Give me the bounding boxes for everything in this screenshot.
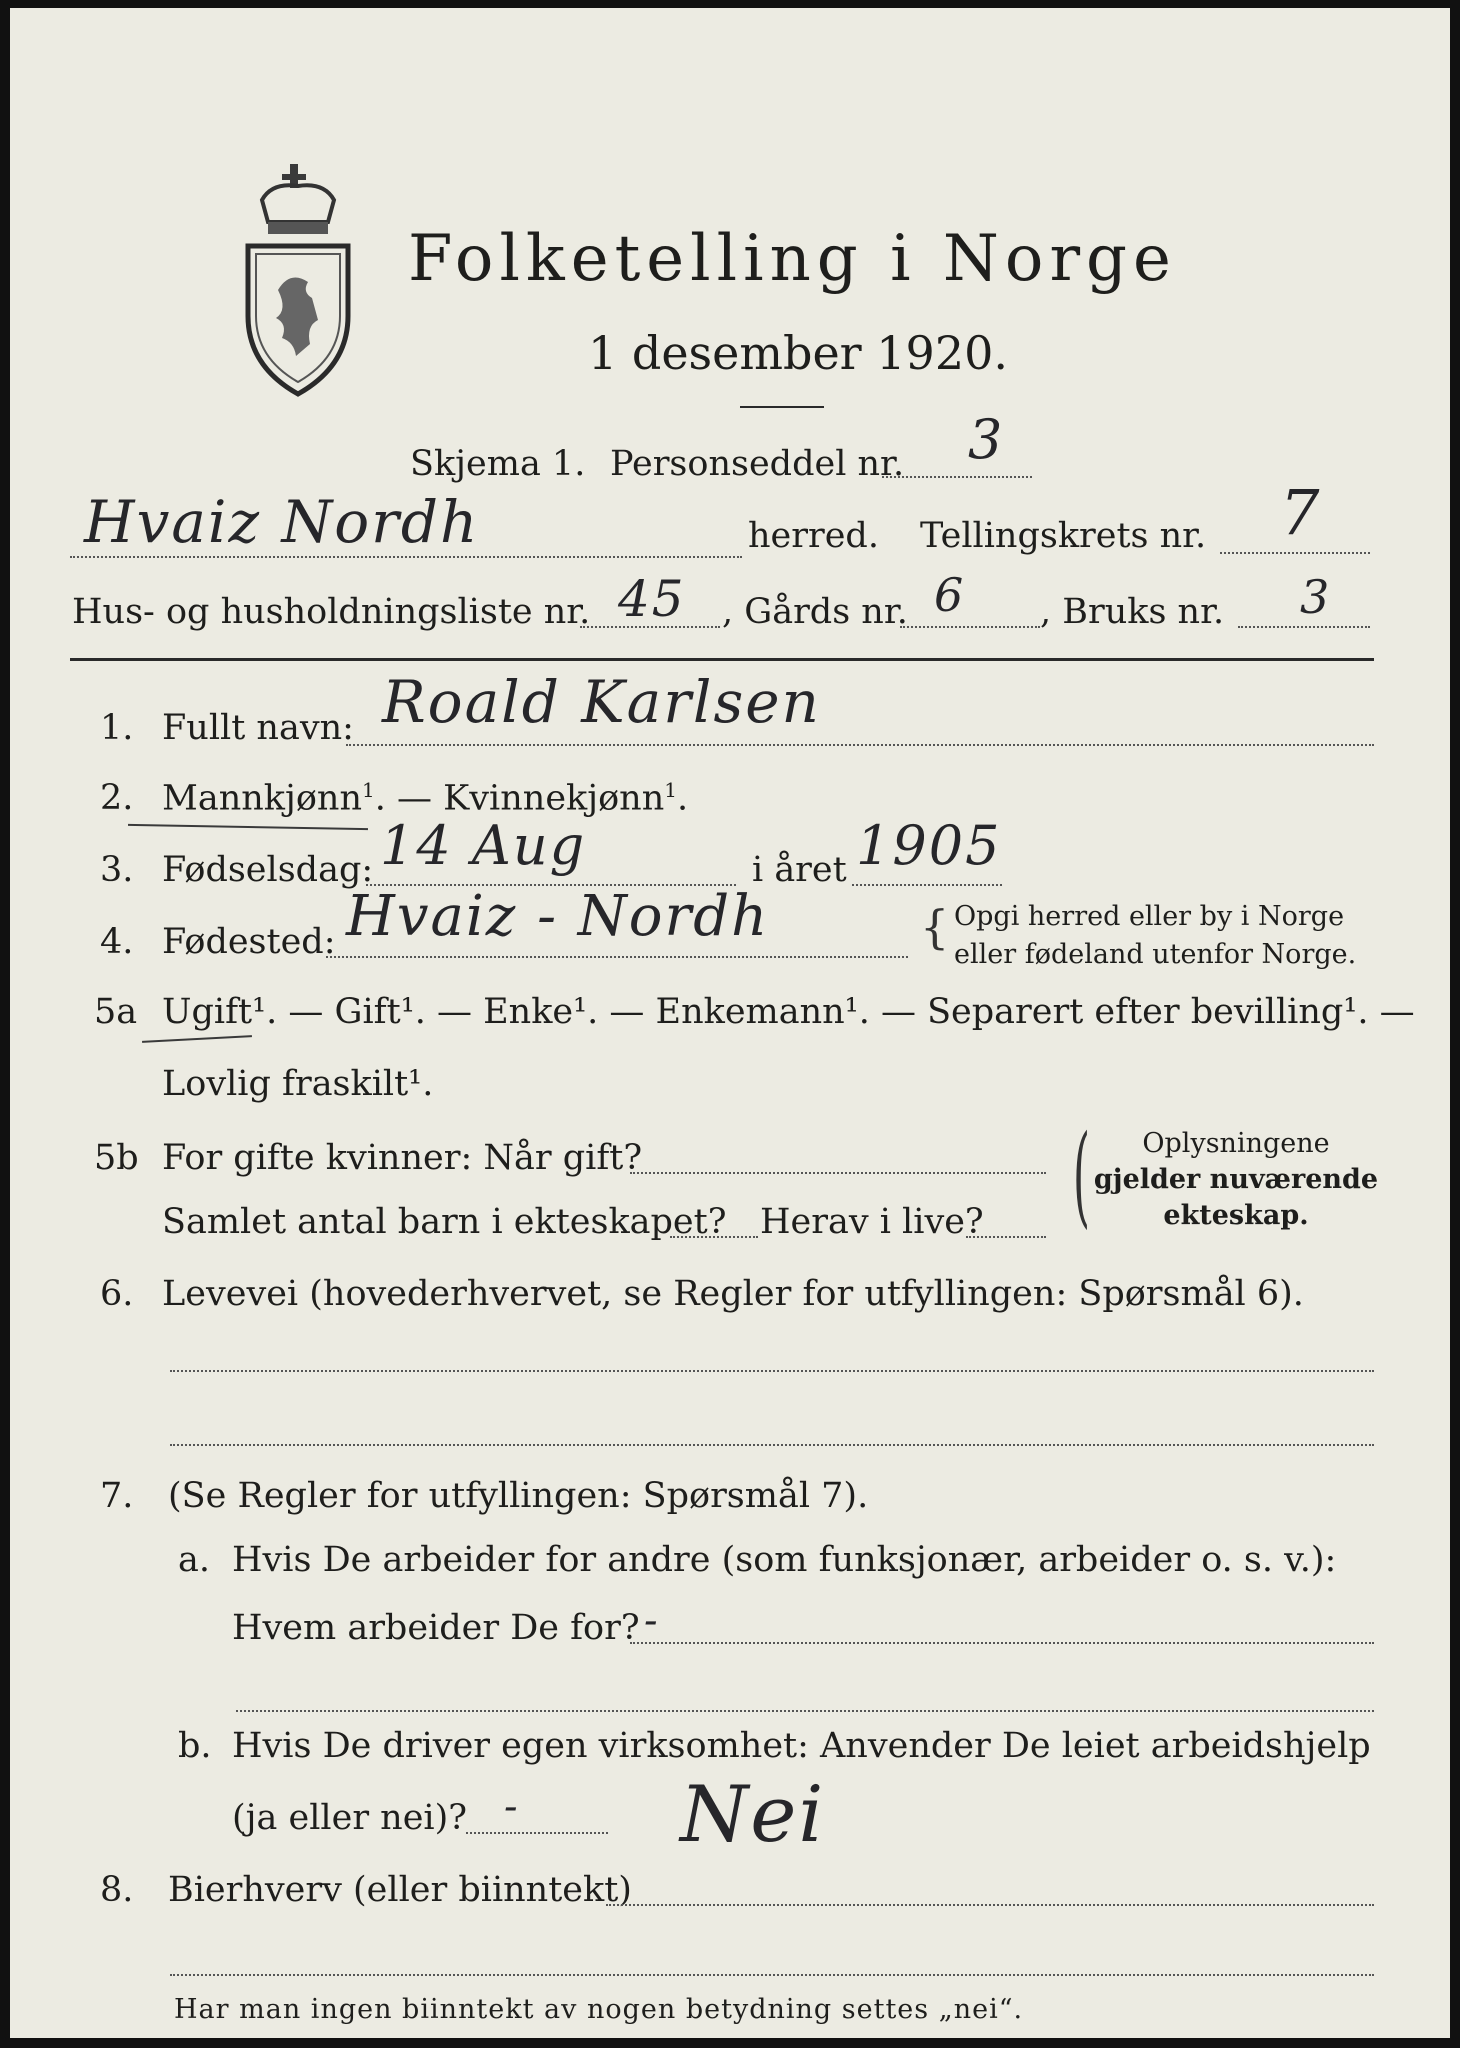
census-form bbox=[10, 8, 1450, 2038]
q1-number: 1. bbox=[100, 708, 134, 748]
q7-number: 7. bbox=[100, 1476, 134, 1516]
q2-male-underline bbox=[128, 824, 368, 830]
q7a-line-2[interactable] bbox=[236, 1710, 1374, 1712]
bruks-value[interactable]: 3 bbox=[1300, 570, 1332, 624]
q5b-children-label: Samlet antal barn i ekteskapet? bbox=[162, 1202, 727, 1242]
tellingskrets-label: Tellingskrets nr. bbox=[920, 516, 1207, 556]
q3-date-value[interactable]: 14 Aug bbox=[380, 814, 587, 877]
q6-line-1[interactable] bbox=[170, 1370, 1374, 1372]
footnote: Har man ingen biinntekt av nogen betydning settes „nei“. bbox=[174, 1994, 1024, 2025]
tellingskrets-line bbox=[1220, 552, 1370, 554]
q8-line[interactable] bbox=[606, 1904, 1374, 1906]
q7b-line bbox=[466, 1832, 608, 1834]
q3-number: 3. bbox=[100, 850, 134, 890]
q4-line bbox=[326, 956, 908, 958]
herred-label: herred. bbox=[748, 516, 879, 556]
q1-name-value[interactable]: Roald Karlsen bbox=[382, 668, 821, 736]
q3-year-label: i året bbox=[752, 850, 847, 890]
bruks-line bbox=[1238, 626, 1370, 628]
herred-value[interactable]: Hvaiz Nordh bbox=[84, 488, 480, 556]
gards-line bbox=[900, 626, 1040, 628]
q3-year-line bbox=[852, 884, 1002, 886]
q7b-number: b. bbox=[178, 1726, 212, 1766]
q4-place-value[interactable]: Hvaiz - Nordh bbox=[346, 884, 770, 949]
skjema-label: Skjema 1. bbox=[410, 444, 586, 484]
form-title: Folketelling i Norge bbox=[408, 222, 1177, 296]
q7a-value[interactable]: - bbox=[644, 1598, 660, 1644]
q6-line-2[interactable] bbox=[170, 1444, 1374, 1446]
q7a-question: Hvem arbeider De for? bbox=[232, 1608, 640, 1648]
q5b-alive-label: Herav i live? bbox=[760, 1202, 984, 1242]
q2-male-option[interactable]: Mannkjønn bbox=[162, 778, 363, 819]
coat-of-arms-icon bbox=[232, 160, 364, 400]
q5b-married-line[interactable] bbox=[630, 1172, 1046, 1174]
q5a-options-line2[interactable]: Lovlig fraskilt¹. bbox=[162, 1064, 434, 1104]
q3-label: Fødselsdag: bbox=[162, 850, 374, 890]
title-divider bbox=[740, 406, 824, 408]
q4-label: Fødested: bbox=[162, 922, 336, 962]
q2-options: Mannkjønn$^1$. — Kvinnekjønn$^1$. bbox=[162, 778, 689, 819]
q7b-text: Hvis De driver egen virksomhet: Anvender De leiet arbeidshjelp bbox=[232, 1726, 1371, 1766]
form-date: 1 desember 1920. bbox=[588, 326, 1008, 380]
q5b-note: Oplysningene gjelder nuværende ekteskap. bbox=[1093, 1128, 1379, 1231]
husliste-value[interactable]: 45 bbox=[618, 570, 686, 628]
personseddel-label: Personseddel nr. bbox=[610, 444, 905, 484]
q4-note: Opgi herred eller by i Norge eller fødeland utenfor Norge. bbox=[954, 901, 1357, 970]
section-divider bbox=[70, 658, 1374, 661]
gards-label: , Gårds nr. bbox=[722, 592, 908, 632]
q7a-number: a. bbox=[178, 1540, 210, 1580]
q3-year-value[interactable]: 1905 bbox=[856, 814, 1002, 877]
q8-label: Bierhverv (eller biinntekt) bbox=[168, 1870, 632, 1910]
q5b-children-line[interactable] bbox=[670, 1236, 758, 1238]
q7-text: (Se Regler for utfyllingen: Spørsmål 7). bbox=[168, 1476, 869, 1516]
personseddel-value[interactable]: 3 bbox=[968, 408, 1005, 471]
q1-line bbox=[346, 744, 1374, 746]
q5b-alive-line[interactable] bbox=[966, 1236, 1046, 1238]
q5b-line1: For gifte kvinner: Når gift? bbox=[162, 1138, 643, 1178]
q6-number: 6. bbox=[100, 1274, 134, 1314]
q4-brace: { bbox=[920, 900, 950, 954]
q5a-number: 5a bbox=[94, 992, 138, 1032]
q8-number: 8. bbox=[100, 1870, 134, 1910]
bruks-label: , Bruks nr. bbox=[1040, 592, 1225, 632]
q5a-options[interactable]: Ugift¹. — Gift¹. — Enke¹. — Enkemann¹. — Separert efter bevilling¹. — bbox=[162, 992, 1415, 1032]
q7b-question: (ja eller nei)? bbox=[232, 1798, 468, 1838]
q4-number: 4. bbox=[100, 922, 134, 962]
q7a-line bbox=[630, 1642, 1374, 1644]
q5b-number: 5b bbox=[94, 1138, 139, 1178]
q7b-value[interactable]: Nei bbox=[680, 1770, 826, 1860]
q6-text: Levevei (hovederhvervet, se Regler for utfyllingen: Spørsmål 6). bbox=[162, 1274, 1304, 1314]
herred-line bbox=[70, 556, 742, 558]
personseddel-line bbox=[882, 476, 1032, 478]
q7b-dash: - bbox=[504, 1784, 520, 1830]
q2-number: 2. bbox=[100, 778, 134, 818]
q8-line-2[interactable] bbox=[170, 1974, 1374, 1976]
q7a-text: Hvis De arbeider for andre (som funksjonær, arbeider o. s. v.): bbox=[232, 1540, 1337, 1580]
q1-label: Fullt navn: bbox=[162, 708, 354, 748]
tellingskrets-value[interactable]: 7 bbox=[1280, 476, 1322, 549]
q2-female-option[interactable]: Kvinnekjønn bbox=[443, 778, 665, 819]
q5a-ugift-underline bbox=[142, 1035, 252, 1043]
husliste-label: Hus- og husholdningsliste nr. bbox=[72, 592, 591, 632]
q5b-brace-left: ( bbox=[1072, 1111, 1091, 1239]
gards-value[interactable]: 6 bbox=[934, 568, 966, 622]
